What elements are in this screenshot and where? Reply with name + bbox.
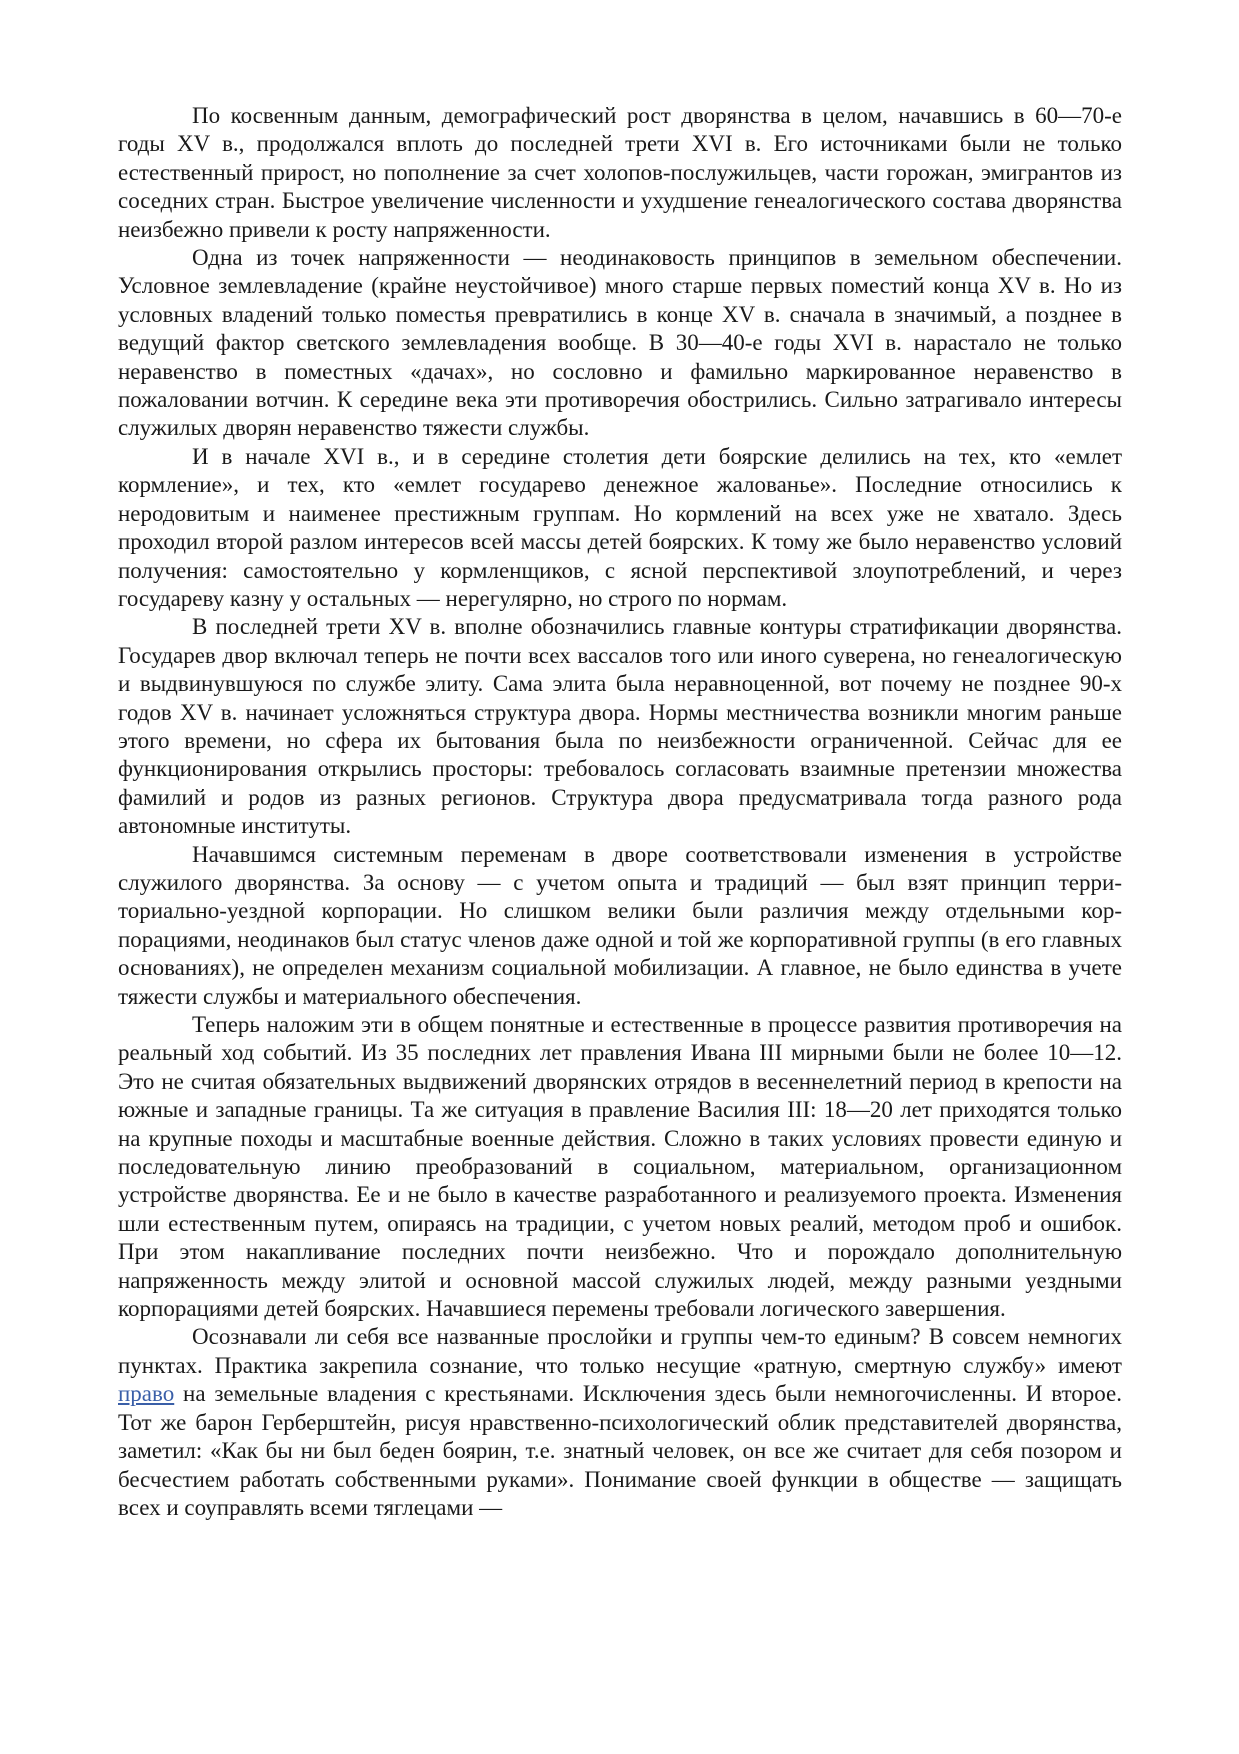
paragraph-7 — [118, 1323, 1122, 1522]
paragraph-1: По косвенным данным, демографический рост дворянства в целом, начавшись в 60—70-е годы XV в., продолжался вплоть до последней трети XVI в. Его источниками были не только естественный прирост, но пополнение за счет холопов-послужильцев, части горожан, эмигрантов из соседних стран. Быстрое увеличение численности и ухудшение генеалогического состава дворянства неизбежно привели к росту напряженности. — [118, 103, 1122, 242]
paragraph-2: Одна из точек напряженности — неодинаковость принципов в земельном обеспечении. Условное землевладение (крайне неустойчивое) много старше первых поместий конца XV в. Но из условных владений только поместья превратились в конце XV в. сначала в значимый, а позднее в ведущий фактор светского землевладения вообще. В 30—40-е годы XVI в. нарастало не только неравенство в поместных «дачах», но сословно и фамильно маркированное неравенство в пожаловании вотчин. К середине века эти противоречия обострились. Сильно затрагивало интересы служилых дворян неравенство тяжести службы. — [118, 245, 1122, 441]
paragraph-7-after-link: на земельные владения с крестьянами. Исключения здесь были немногочисленны. И второе. Тот же барон Герберштейн, рисуя нравственно-психологический облик представителей дворянства, заметил: «Как бы ни был беден боярин, т.е. знатный человек, он все же считает для себя позором и бесчестием работать собственными руками». Понимание своей функции в обществе — защищать всех и соуправлять всеми тяглецами — — [118, 1381, 1122, 1520]
paragraph-3: И в начале XVI в., и в середине столетия дети боярские делились на тех, кто «емлет кормление», и тех, кто «емлет государево денежное жалованье». Последние относились к неродовитым и наименее престижным группам. Но кормлений на всех уже не хватало. Здесь проходил второй разлом интересов всей массы детей боярских. К тому же было неравенство условий получения: самостоятельно у кормленщиков, с ясной перспективой злоупотреблений, и через государеву казну у остальных — нерегулярно, но строго по нормам. — [118, 443, 1122, 611]
paragraph-6: Теперь наложим эти в общем понятные и естественные в процессе развития противоречия на реальный ход событий. Из 35 последних лет правления Ивана III мирными были не более 10—12. Это не считая обязательных выдвижений дворянских отрядов в весеннелетний период в крепости на южные и западные границы. Та же ситуация в правление Василия III: 18—20 лет приходятся только на крупные походы и масштабные военные действия. Сложно в таких условиях провести единую и последовательную линию преобразований в социальном, материальном, организационном устройстве дворянства. Ее и не было в качестве разработанного и реализуемого проекта. Изменения шли естественным путем, опираясь на традиции, с учетом новых реалий, методом проб и ошибок. При этом накапливание последних почти неизбежно. Что и порождало дополнительную напряженность между элитой и основной массой служилых людей, между разными уездными корпорациями детей боярских. Начавшиеся перемены требовали логического завершения. — [118, 1012, 1122, 1322]
paragraph-4: В последней трети XV в. вполне обозначились главные контуры стратификации дворянства. Государев двор включал теперь не почти всех вассалов того или иного суверена, но генеалогическую и выдвинувшуюся по службе элиту. Сама элита была неравноценной, вот почему не позднее 90-х годов XV в. начинает усложняться структура двора. Нормы местничества возникли многим раньше этого времени, но сфера их бытования была по неизбежности ограниченной. Сейчас для ее функционирования открылись просторы: требовалось согласовать взаимные претензии множества фамилий и родов из разных регионов. Структура двора предусматривала тогда разного рода автономные институты. — [118, 614, 1122, 839]
paragraph-7-before-link: Осознавали ли себя все названные прослойки и группы чем-то единым? В совсем немногих пунктах. Практика закрепила сознание, что только несущие «ратную, смертную службу» имеют — [118, 1324, 1122, 1378]
pravo-link[interactable]: право — [118, 1381, 175, 1407]
document-page — [118, 102, 1122, 1522]
paragraph-5: Начавшимся системным переменам в дворе соответствовали изменения в устройстве служилого дворянства. За основу — с учетом опыта и традиций — был взят принцип территориально-уездной корпорации. Но слишком велики были различия между отдельными корпорациями, неодинаков был статус членов даже одной и той же корпоративной группы (в его главных основаниях), не определен механизм социальной мобилизации. А главное, не было единства в учете тяжести службы и материального обеспечения. — [118, 841, 1122, 1009]
